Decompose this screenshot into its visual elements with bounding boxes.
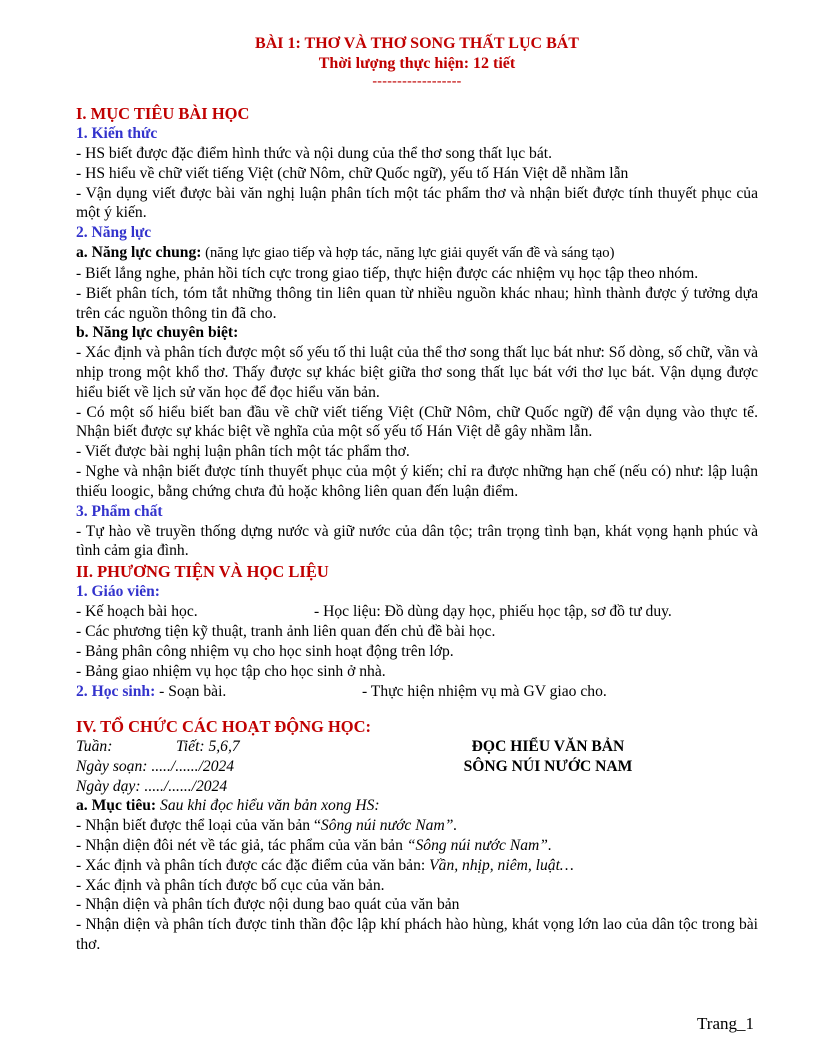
- objective-item: - Xác định và phân tích được bố cục của văn bản.: [76, 876, 385, 894]
- text-title: SÔNG NÚI NƯỚC NAM: [463, 757, 633, 775]
- knowledge-item: - Vận dụng viết được bài văn nghị luận phân tích một tác phẩm thơ và nhận biết được tính thuyết phục của một ý kiến.: [76, 184, 758, 222]
- general-competence: [76, 243, 758, 264]
- general-competence-text: (năng lực giao tiếp và hợp tác, năng lực giải quyết vấn đề và sáng tạo): [201, 245, 615, 262]
- teacher-row: [76, 602, 758, 622]
- objective-item: - Nhận diện và phân tích được tinh thần độc lập khí phách hào hùng, khát vọng lớn lao của dân tộc trong bài thơ.: [76, 916, 758, 953]
- reading-title: ĐỌC HIỂU VĂN BẢN: [471, 737, 625, 755]
- teacher-item: - Các phương tiện kỹ thuật, tranh ảnh liên quan đến chủ đề bài học.: [76, 623, 496, 641]
- week-row: [76, 737, 758, 757]
- objective-item: [76, 856, 758, 876]
- lesson-title: BÀI 1: THƠ VÀ THƠ SONG THẤT LỤC BÁT: [255, 35, 579, 52]
- prep-date: Ngày soạn: ...../....../2024: [76, 757, 235, 775]
- section-materials-heading: II. PHƯƠNG TIỆN VÀ HỌC LIỆU: [76, 562, 329, 582]
- objective-item: [76, 836, 758, 856]
- specific-competence-item: - Có một số hiểu biết ban đầu về chữ viết tiếng Việt (Chữ Nôm, chữ Quốc ngữ) để vận dụng vào thực tế. Nhận biết được sự khác biệt về nghĩa của một số yếu tố Hán Việt dễ gây nhầm lẫn.: [76, 403, 758, 441]
- prep-date-row: [76, 757, 758, 777]
- objective-label: a. Mục tiêu:: [76, 797, 157, 815]
- objective-line: [76, 796, 758, 816]
- periods-label: Tiết: 5,6,7: [176, 737, 240, 755]
- knowledge-item: - HS biết được đặc điểm hình thức và nội dung của thể thơ song thất lục bát.: [76, 145, 552, 162]
- objective-text: - Nhận diện đôi nét về tác giả, tác phẩm của văn bản: [76, 836, 407, 854]
- teacher-item: - Bảng giao nhiệm vụ học tập cho học sinh ở nhà.: [76, 662, 386, 680]
- teacher-lesson-plan: - Kế hoạch bài học.: [76, 603, 198, 621]
- specific-competence-item: - Viết được bài nghị luận phân tích một tác phẩm thơ.: [76, 443, 410, 461]
- competence-heading: 2. Năng lực: [76, 224, 152, 242]
- objective-emphasis: Sông núi nước Nam”.: [320, 817, 458, 835]
- general-competence-item: - Biết phân tích, tóm tắt những thông tin liên quan từ nhiều nguồn khác nhau; hình thành được ý tưởng dựa trên các nguồn thông tin đã cho.: [76, 284, 758, 322]
- quality-item: - Tự hào về truyền thống dựng nước và giữ nước của dân tộc; trân trọng tình bạn, khát vọng hạnh phúc và tình cảm gia đình.: [76, 522, 758, 560]
- objective-text: - Xác định và phân tích được các đặc điểm của văn bản:: [76, 856, 430, 874]
- student-heading: 2. Học sinh:: [76, 682, 156, 700]
- teacher-materials: - Học liệu: Đồ dùng dạy học, phiếu học tập, sơ đồ tư duy.: [314, 603, 672, 621]
- objective-intro: Sau khi đọc hiểu văn bản xong HS:: [160, 797, 380, 815]
- week-label: Tuần:: [76, 737, 113, 755]
- knowledge-item: - HS hiểu về chữ viết tiếng Việt (chữ Nôm, chữ Quốc ngữ), yếu tố Hán Việt dễ nhầm lẫn: [76, 164, 629, 182]
- student-row: [76, 682, 758, 702]
- title-separator: ------------------: [372, 74, 462, 89]
- knowledge-heading: 1. Kiến thức: [76, 125, 158, 142]
- page-number: Trang_1: [697, 1014, 754, 1033]
- specific-competence-item: - Nghe và nhận biết được tính thuyết phục của một ý kiến; chỉ ra được những hạn chế (nếu có) như: lập luận thiếu loogic, bằng chứng chưa đủ hoặc không liên quan đến luận điểm.: [76, 462, 758, 500]
- objective-item: [76, 816, 758, 836]
- document-page: [76, 34, 758, 955]
- student-task: - Thực hiện nhiệm vụ mà GV giao cho.: [362, 682, 607, 700]
- specific-competence-label: b. Năng lực chuyên biệt:: [76, 324, 239, 342]
- student-prep: - Soạn bài.: [155, 682, 227, 700]
- section-activities-heading: IV. TỔ CHỨC CÁC HOẠT ĐỘNG HỌC:: [76, 716, 372, 736]
- teacher-item: - Bảng phân công nhiệm vụ cho học sinh hoạt động trên lớp.: [76, 642, 454, 660]
- general-competence-label: a. Năng lực chung:: [76, 244, 202, 262]
- general-competence-item: - Biết lắng nghe, phản hồi tích cực trong giao tiếp, thực hiện được các nhiệm vụ học tập theo nhóm.: [76, 264, 699, 282]
- section-objectives-heading: I. MỤC TIÊU BÀI HỌC: [76, 104, 250, 123]
- teacher-heading: 1. Giáo viên:: [76, 583, 160, 601]
- lesson-duration: Thời lượng thực hiện: 12 tiết: [318, 55, 516, 72]
- objective-emphasis: Vần, nhịp, niêm, luật…: [429, 856, 574, 874]
- objective-item: - Nhận diện và phân tích được nội dung bao quát của văn bản: [76, 896, 460, 914]
- teach-date: Ngày dạy: ...../....../2024: [76, 777, 228, 795]
- objective-emphasis: “Sông núi nước Nam”.: [406, 836, 552, 854]
- objective-text: - Nhận biết được thể loại của văn bản “: [76, 817, 321, 835]
- specific-competence-item: - Xác định và phân tích được một số yếu tố thi luật của thể thơ song thất lục bát như: Số dòng, số chữ, vần và nhịp trong một khổ thơ. Thấy được sự khác biệt giữa thơ song thất lục bát với thơ lục bát. Vận dụng được hiểu biết về lịch sử văn học để đọc hiểu văn bản.: [76, 344, 758, 401]
- quality-heading: 3. Phẩm chất: [76, 502, 163, 520]
